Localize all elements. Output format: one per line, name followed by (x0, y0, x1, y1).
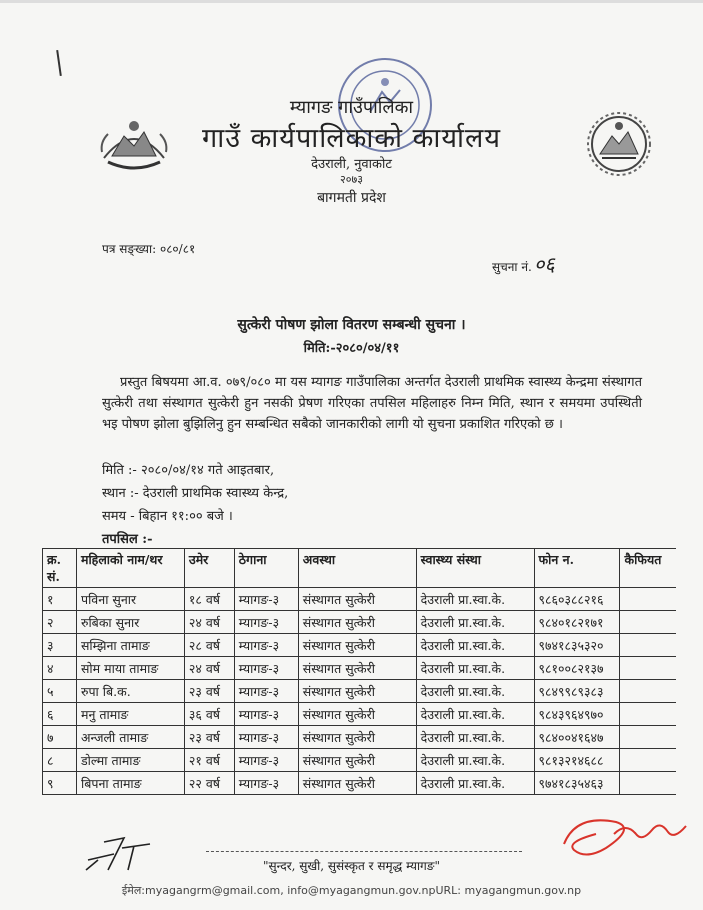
event-time: समय - बिहान ११:०० बजे । (102, 509, 233, 524)
cell-name: रुपा बि.क. (76, 680, 184, 703)
table-row (43, 588, 677, 611)
cell-phone: ९७४१८३५४६३ (534, 772, 620, 795)
table-row (43, 680, 677, 703)
notice-number-label: सुचना नं. (492, 260, 532, 274)
cell-address: म्यागङ-३ (234, 657, 298, 680)
col-header-status: अवस्था (298, 549, 416, 588)
table-header-row (43, 549, 677, 588)
cell-phone: ९८१००८२१३७ (534, 657, 620, 680)
cell-age: २१ वर्ष (184, 749, 234, 772)
municipality-name: म्यागङ गाउँपालिका (289, 97, 414, 118)
cell-name: मनु तामाङ (76, 703, 184, 726)
table-row (43, 611, 677, 634)
col-header-name: महिलाको नाम/थर (76, 549, 184, 588)
table-row (43, 749, 677, 772)
beneficiary-table (42, 548, 676, 795)
cell-remarks (620, 611, 676, 634)
col-header-phone: फोन न. (534, 549, 620, 588)
cell-remarks (620, 749, 676, 772)
cell-health-facility: देउराली प्रा.स्वा.के. (416, 680, 534, 703)
cell-name: बिपना तामाङ (76, 772, 184, 795)
table-row (43, 726, 677, 749)
cell-health-facility: देउराली प्रा.स्वा.के. (416, 657, 534, 680)
cell-status: संस्थागत सुत्केरी (298, 749, 416, 772)
slogan: "सुन्दर, सुखी, सुसंस्कृत र समृद्ध म्यागङ" (263, 859, 440, 873)
notice-date: मिति:-२०८०/०४/११ (303, 341, 400, 356)
cell-remarks (620, 772, 676, 795)
cell-phone: ९८४००४१६४७ (534, 726, 620, 749)
cell-status: संस्थागत सुत्केरी (298, 772, 416, 795)
col-header-age: उमेर (184, 549, 234, 588)
cell-address: म्यागङ-३ (234, 703, 298, 726)
cell-age: २२ वर्ष (184, 772, 234, 795)
notice-title: सुत्केरी पोषण झोला वितरण सम्बन्धी सुचना । (237, 317, 466, 333)
cell-sn: ९ (43, 772, 77, 795)
cell-sn: २ (43, 611, 77, 634)
table-row (43, 772, 677, 795)
cell-sn: १ (43, 588, 77, 611)
cell-sn: ६ (43, 703, 77, 726)
cell-address: म्यागङ-३ (234, 749, 298, 772)
cell-age: ३६ वर्ष (184, 703, 234, 726)
cell-sn: ३ (43, 634, 77, 657)
province-name: बागमती प्रदेश (317, 190, 386, 206)
office-address: देउराली, नुवाकोट (311, 157, 392, 172)
cell-health-facility: देउराली प्रा.स्वा.के. (416, 611, 534, 634)
cell-status: संस्थागत सुत्केरी (298, 634, 416, 657)
table-row (43, 634, 677, 657)
list-label: तपसिल :- (102, 532, 153, 547)
cell-phone: ९७४१८३५३२० (534, 634, 620, 657)
office-title: गाउँ कार्यपालिकाको कार्यालय (202, 123, 501, 154)
cell-remarks (620, 703, 676, 726)
cell-age: २४ वर्ष (184, 657, 234, 680)
divider (206, 851, 522, 853)
cell-status: संस्थागत सुत्केरी (298, 588, 416, 611)
notice-number-value: ०६ (534, 252, 555, 276)
cell-sn: ४ (43, 657, 77, 680)
col-header-health-facility: स्वास्थ्य संस्था (416, 549, 534, 588)
col-header-address: ठेगाना (234, 549, 298, 588)
cell-health-facility: देउराली प्रा.स्वा.के. (416, 726, 534, 749)
cell-health-facility: देउराली प्रा.स्वा.के. (416, 772, 534, 795)
scan-edge (0, 0, 703, 3)
event-place: स्थान :- देउराली प्राथमिक स्वास्थ्य केन्द्र, (102, 486, 289, 501)
cell-health-facility: देउराली प्रा.स्वा.के. (416, 634, 534, 657)
cell-name: अन्जली तामाङ (76, 726, 184, 749)
table-row (43, 657, 677, 680)
cell-age: २८ वर्ष (184, 634, 234, 657)
cell-health-facility: देउराली प्रा.स्वा.के. (416, 703, 534, 726)
cell-age: २३ वर्ष (184, 726, 234, 749)
cell-status: संस्थागत सुत्केरी (298, 726, 416, 749)
cell-age: १८ वर्ष (184, 588, 234, 611)
letter-reference: पत्र सङ्ख्या: ०८०/८१ (102, 242, 196, 256)
cell-phone: ९८६०३८८२१६ (534, 588, 620, 611)
cell-phone: ९८४०१८२१७१ (534, 611, 620, 634)
cell-name: पविना सुनार (76, 588, 184, 611)
table-row (43, 703, 677, 726)
cell-address: म्यागङ-३ (234, 772, 298, 795)
cell-remarks (620, 588, 676, 611)
cell-status: संस्थागत सुत्केरी (298, 703, 416, 726)
cell-name: डोल्मा तामाङ (76, 749, 184, 772)
col-header-sn: क्र. सं. (43, 549, 77, 588)
col-header-remarks: कैफियत (620, 549, 676, 588)
cell-name: सोम माया तामाङ (76, 657, 184, 680)
cell-phone: ९८४३९६४९७० (534, 703, 620, 726)
cell-health-facility: देउराली प्रा.स्वा.के. (416, 749, 534, 772)
cell-status: संस्थागत सुत्केरी (298, 680, 416, 703)
cell-health-facility: देउराली प्रा.स्वा.के. (416, 588, 534, 611)
cell-sn: ७ (43, 726, 77, 749)
notice-body: प्रस्तुत बिषयमा आ.व. ०७९/०८० मा यस म्यागङ गाउँपालिका अन्तर्गत देउराली प्राथमिक स्वास्थ्य केन्द्रमा संस्थागत सुत्केरी तथा संस्थागत सुत्केरी हुन नसकी प्रेषण गरिएका तपसिल महिलाहरु निम्न मिति, स्थान र समयमा उपस्थिती भइ पोषण झोला बुझिलिनु हुन सम्बन्धित सबैको जानकारीको लागी यो सुचना प्रकाशित गरिएको छ । (102, 375, 642, 432)
cell-address: म्यागङ-३ (234, 680, 298, 703)
cell-sn: ५ (43, 680, 77, 703)
cell-address: म्यागङ-३ (234, 726, 298, 749)
cell-age: २३ वर्ष (184, 680, 234, 703)
cell-name: सम्झिना तामाङ (76, 634, 184, 657)
cell-remarks (620, 726, 676, 749)
cell-status: संस्थागत सुत्केरी (298, 611, 416, 634)
cell-remarks (620, 680, 676, 703)
cell-address: म्यागङ-३ (234, 588, 298, 611)
cell-remarks (620, 634, 676, 657)
contact-info: ईमेल:myagangrm@gmail.com, info@myagangmun.gov.npURL: myagangmun.gov.np (121, 884, 582, 897)
cell-phone: ९८१३२१४६८८ (534, 749, 620, 772)
cell-name: रुबिका सुनार (76, 611, 184, 634)
cell-remarks (620, 657, 676, 680)
cell-sn: ८ (43, 749, 77, 772)
established-year: २०७३ (340, 173, 363, 186)
cell-phone: ९८४९९८९३८३ (534, 680, 620, 703)
cell-status: संस्थागत सुत्केरी (298, 657, 416, 680)
event-date: मिति :- २०८०/०४/१४ गते आइतबार, (102, 463, 275, 478)
cell-address: म्यागङ-३ (234, 634, 298, 657)
pen-mark (56, 50, 62, 76)
cell-age: २४ वर्ष (184, 611, 234, 634)
cell-address: म्यागङ-३ (234, 611, 298, 634)
